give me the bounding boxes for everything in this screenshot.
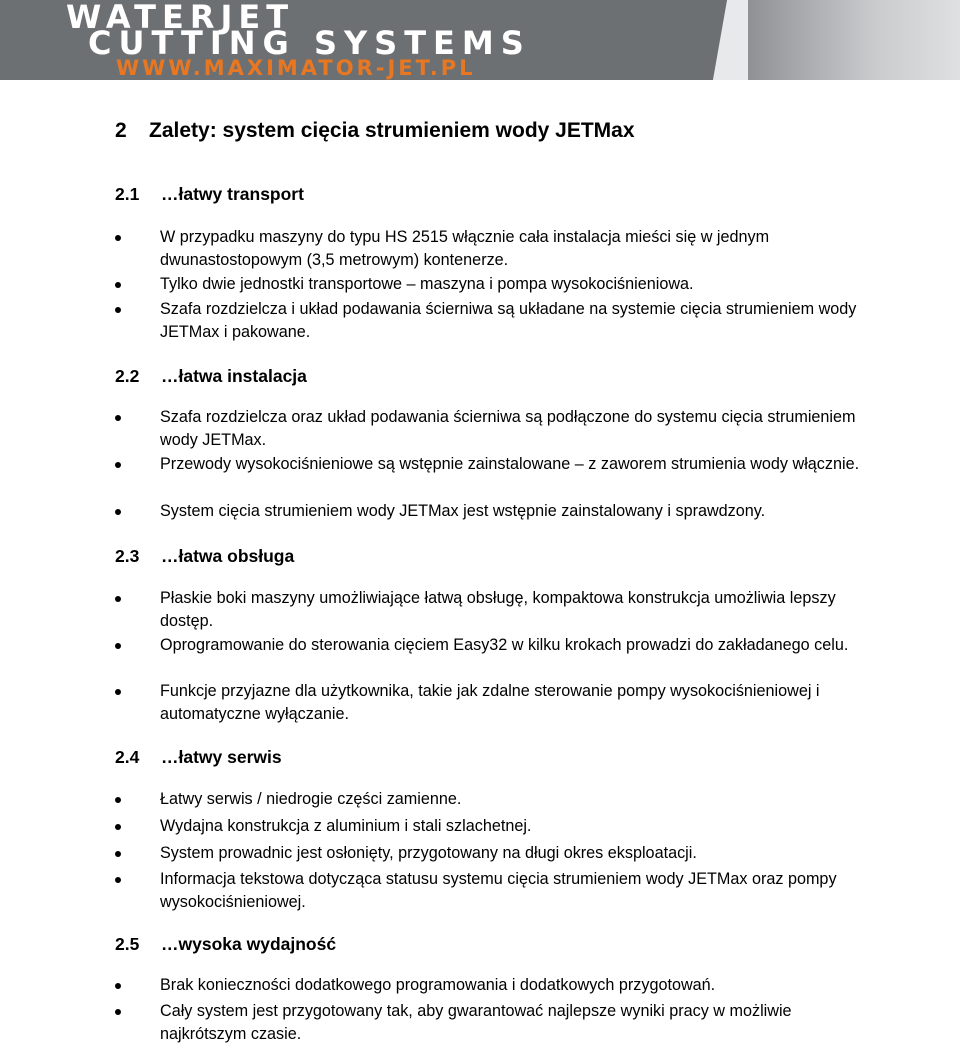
list-item xyxy=(160,226,860,272)
list-item-text: Wydajna konstrukcja z aluminium i stali szlachetnej. xyxy=(160,817,532,835)
list-item xyxy=(160,298,860,344)
section-number: 2.4 xyxy=(115,747,140,767)
list-item xyxy=(160,1000,860,1046)
list-item-text: Informacja tekstowa dotycząca statusu systemu cięcia strumieniem wody JETMax oraz pompy wysokociśnieniowej. xyxy=(160,870,837,911)
section-title: …łatwa obsługa xyxy=(161,546,295,566)
bullet-icon xyxy=(115,462,121,468)
section-heading xyxy=(115,366,307,387)
bullet-icon xyxy=(115,509,121,515)
bullet-icon xyxy=(115,983,121,989)
bullet-icon xyxy=(115,1009,121,1015)
list-item-text: System prowadnic jest osłonięty, przygotowany na długi okres eksploatacji. xyxy=(160,844,697,862)
list-item-text: Płaskie boki maszyny umożliwiające łatwą obsługę, kompaktowa konstrukcja umożliwia lepszy dostęp. xyxy=(160,589,836,630)
list-item xyxy=(160,587,860,633)
section-title: …łatwy serwis xyxy=(161,747,282,767)
list-item-text: Przewody wysokociśnieniowe są wstępnie zainstalowane – z zaworem strumienia wody włącznie. xyxy=(160,455,860,473)
section-heading xyxy=(115,747,282,768)
list-item-text: Brak konieczności dodatkowego programowania i dodatkowych przygotowań. xyxy=(160,976,716,994)
bullet-icon xyxy=(115,851,121,857)
list-item xyxy=(160,453,860,476)
section-number: 2.3 xyxy=(115,546,140,566)
chapter-number: 2 xyxy=(115,119,127,142)
list-item xyxy=(160,974,860,997)
list-item-text: Szafa rozdzielcza i układ podawania ścierniwa są układane na systemie cięcia strumieniem wody JETMax i pakowane. xyxy=(160,300,857,341)
bullet-icon xyxy=(115,877,121,883)
list-item-text: Cały system jest przygotowany tak, aby gwarantować najlepsze wyniki pracy w możliwie najkrótszym czasie. xyxy=(160,1002,792,1043)
list-item xyxy=(160,634,860,657)
banner-panel xyxy=(748,0,960,80)
section-number: 2.5 xyxy=(115,934,140,954)
section-title: …łatwy transport xyxy=(161,184,304,204)
list-item xyxy=(160,788,860,811)
list-item-text: W przypadku maszyny do typu HS 2515 włącznie cała instalacja mieści się w jednym dwunastostopowym (3,5 metrowym) kontenerze. xyxy=(160,228,770,269)
list-item-text: Oprogramowanie do sterowania cięciem Easy32 w kilku krokach prowadzi do zakładanego celu. xyxy=(160,636,849,654)
list-item-text: Łatwy serwis / niedrogie części zamienne. xyxy=(160,790,462,808)
bullet-icon xyxy=(115,235,121,241)
banner-title-line2: CUTTING SYSTEMS xyxy=(88,24,531,62)
bullet-icon xyxy=(115,797,121,803)
list-item xyxy=(160,500,860,523)
list-item-text: Funkcje przyjazne dla użytkownika, takie jak zdalne sterowanie pompy wysokociśnieniowej i automatyczne wyłączanie. xyxy=(160,682,820,723)
list-item xyxy=(160,815,860,838)
chapter-heading xyxy=(115,119,635,143)
bullet-icon xyxy=(115,689,121,695)
banner-title-line1: WATERJET xyxy=(66,0,295,36)
bullet-icon xyxy=(115,596,121,602)
list-item-text: Szafa rozdzielcza oraz układ podawania ścierniwa są podłączone do systemu cięcia strumieniem wody JETMax. xyxy=(160,408,856,449)
bullet-icon xyxy=(115,824,121,830)
list-item xyxy=(160,842,860,865)
list-item xyxy=(160,406,860,452)
list-item xyxy=(160,868,860,914)
list-item xyxy=(160,273,860,296)
banner-url: WWW.MAXIMATOR-JET.PL xyxy=(116,56,476,80)
list-item-text: Tylko dwie jednostki transportowe – maszyna i pompa wysokociśnieniowa. xyxy=(160,275,694,293)
bullet-icon xyxy=(115,643,121,649)
bullet-icon xyxy=(115,282,121,288)
bullet-icon xyxy=(115,415,121,421)
section-number: 2.2 xyxy=(115,366,140,386)
section-number: 2.1 xyxy=(115,184,140,204)
section-title: …łatwa instalacja xyxy=(161,366,307,386)
list-item xyxy=(160,680,860,726)
chapter-title: Zalety: system cięcia strumieniem wody JETMax xyxy=(149,119,635,142)
header-banner xyxy=(0,0,960,80)
list-item-text: System cięcia strumieniem wody JETMax jest wstępnie zainstalowany i sprawdzony. xyxy=(160,502,766,520)
section-title: …wysoka wydajność xyxy=(161,934,337,954)
section-heading xyxy=(115,184,304,205)
section-heading xyxy=(115,934,336,955)
section-heading xyxy=(115,546,294,567)
bullet-icon xyxy=(115,307,121,313)
